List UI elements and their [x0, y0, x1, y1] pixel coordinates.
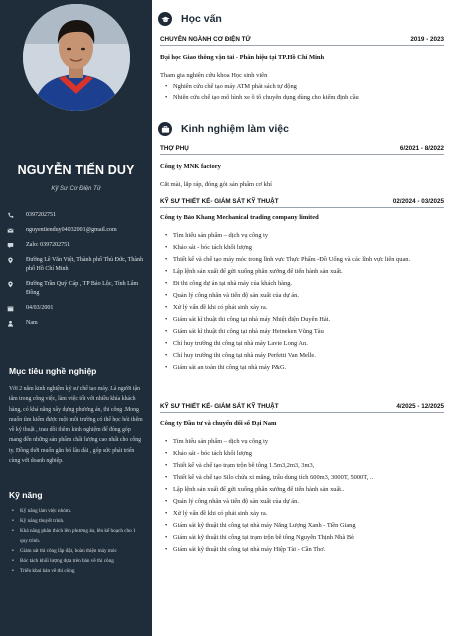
duty-item: • Thiết kế và chế tạo máy móc trong lĩnh vực Thực Phẩm -Đồ Uống và các lĩnh vực liên quan. [165, 255, 445, 264]
contact-phone: 0397202751 [6, 211, 150, 220]
duty-item: • Chỉ huy trưởng thi công tại nhà máy Perfetti Van Melle. [165, 351, 445, 360]
duty-item: • Khảo sát - bóc tách khối lượng [165, 449, 445, 458]
job-duties-list [165, 231, 445, 375]
job-period: 4/2025 - 12/2025 [396, 403, 444, 410]
job-description: Cắt mài, lắp ráp, đóng gói sản phẩm cơ khí [160, 181, 272, 188]
duty-item: • Quản lý công nhân và tiến độ sản xuất của dự án. [165, 497, 445, 506]
avatar [23, 4, 130, 111]
job-period: 6/2021 - 8/2022 [399, 145, 444, 152]
profile-photo [23, 4, 130, 111]
contact-address-1: Đường Lê Văn Việt, Thành phố Thủ Đức, Thành phố Hồ Chí Minh [6, 256, 150, 274]
skill-item: • Giám sát thi công lắp đặt, hoàn thiện máy móc [12, 547, 142, 556]
duty-item: • Xử lý vấn đề khi có phát sinh xảy ra. [165, 303, 445, 312]
job-period: 02/2024 - 03/2025 [392, 198, 444, 205]
phone-icon [6, 211, 14, 219]
calendar-icon [6, 304, 14, 312]
job-position: KỸ SƯ THIẾT KẾ- GIÁM SÁT KỸ THUẬT [160, 198, 279, 205]
job-position: THỢ PHỤ [160, 145, 189, 152]
location-icon [6, 256, 14, 264]
skills-heading: Kỹ năng [9, 490, 43, 500]
job-company: Công ty MNK factory [160, 163, 221, 170]
contact-address-2: Đường Trần Quý Cáp , TP Bảo Lộc, Tỉnh Lâm Đồng [6, 280, 150, 298]
education-major: CHUYÊN NGÀNH CƠ ĐIỆN TỬ [160, 36, 251, 43]
duty-item: • Đi thi công dự án tại nhà máy của khách hàng. [165, 279, 445, 288]
experience-heading: Kinh nghiệm làm việc [158, 122, 289, 136]
education-period: 2019 - 2023 [410, 36, 444, 43]
job-row [160, 403, 444, 413]
duty-item: • Giám sát kĩ thuật thi công tại nhà máy Nhiệt điện Duyên Hải. [165, 315, 445, 324]
location-icon [6, 280, 14, 288]
education-school: Đại học Giao thông vận tải - Phân hiệu tại TP.Hồ Chí Minh [160, 54, 325, 61]
chat-icon [6, 241, 14, 249]
job-position: KỸ SƯ THIẾT KẾ- GIÁM SÁT KỸ THUẬT [160, 403, 279, 410]
skill-item: • Bóc tách khối lượng dựa trên bản vẽ thi công [12, 557, 142, 566]
candidate-role: Kỹ Sư Cơ Điện Tử [51, 186, 101, 192]
research-item: • Nhiên cứu chế tạo mô hình xe ô tô chuyên dụng dùng cho kiểm định cầu [165, 93, 445, 102]
job-company: Công ty Đầu tư và chuyển đổi số Đại Nam [160, 420, 277, 427]
main-content [152, 0, 452, 636]
objective-heading: Mục tiêu nghề nghiệp [9, 366, 97, 376]
contact-list [6, 211, 150, 334]
contact-birthday: 04/03/2001 [6, 304, 150, 313]
duty-item: • Giám sát an toàn thi công tại nhà máy P&G. [165, 363, 445, 372]
duty-item: • Khảo sát - bóc tách khối lượng [165, 243, 445, 252]
skill-item: • Khả năng phân thích lên phương án, lên kế hoạch cho 1 quy trình. [12, 527, 142, 545]
objective-text: Với 2 năm kinh nghiệm kỹ sư chế tạo máy. Là người tận tâm trong công việc, làm việc tốt với nhiều khía khách hàng, có khả năng xây dựng phương án, thi công .Mong muốn tìm kiếm được một môi trường có thể học hỏi thêm về kỹ thuật , trau dồi thêm kinh nghiệm để đóng góp mang đến những sản phẩm chất lượng cao nhất cho công ty. Đồng thời muốn gắn bó lâu dài , góp sức phát triển cùng với doanh nghiệp. [9, 386, 143, 465]
duty-item: • Tìm hiểu sản phẩm – dịch vụ công ty [165, 437, 445, 446]
duty-item: • Lập lệnh sản xuất để gửi xuống phân xưởng để tiến hành sản xuất.. [165, 485, 445, 494]
duty-item: • Tìm hiểu sản phẩm – dịch vụ công ty [165, 231, 445, 240]
duty-item: • Giám sát kĩ thuật thi công tại nhà máy Heineken Vũng Tàu [165, 327, 445, 336]
duty-item: • Lập lệnh sản xuất để gửi xuống phân xưởng để tiến hành sản xuất. [165, 267, 445, 276]
duty-item: • Giám sát kỹ thuật thi công tại trạm trộn bê tông Nguyễn Thịnh Nhà Bè [165, 533, 445, 542]
candidate-name: NGUYỄN TIẾN DUY [17, 163, 135, 177]
job-company: Công ty Bảo Khang Mechanical trading company limited [160, 214, 319, 221]
sidebar [0, 0, 152, 636]
graduation-cap-icon [158, 12, 172, 26]
skills-list [12, 507, 142, 577]
duty-item: • Quản lý công nhân và tiến độ sản xuất của dự án. [165, 291, 445, 300]
education-research-list [165, 82, 445, 104]
duty-item: • Thiết kế và chế tạo Silo chứa xi măng, trấu dung tích 600m3, 3000T, 5000T, .. [165, 473, 445, 482]
contact-gender: Nam [6, 319, 150, 328]
job-row [160, 198, 444, 208]
duty-item: • Xử lý vấn đề khi có phát sinh xảy ra. [165, 509, 445, 518]
skill-item: • Triển khai bản vẽ thi công [12, 567, 142, 576]
skill-item: • Kỹ năng làm việc nhóm. [12, 507, 142, 516]
duty-item: • Thiết kế và chế tạo trạm trộn bê tông 1.5m3,2m3, 3m3, [165, 461, 445, 470]
duty-item: • Chỉ huy trưởng thi công tại nhà máy Lavie Long An. [165, 339, 445, 348]
research-item: • Nghiên cứu chế tạo máy ATM phát sách tự động [165, 82, 445, 91]
education-row [160, 36, 444, 46]
duty-item: • Giám sát kỹ thuật thi công tại nhà máy Hiệp Tài - Cần Thơ. [165, 545, 445, 554]
briefcase-icon [158, 122, 172, 136]
skill-item: • Kỹ năng thuyết trình. [12, 517, 142, 526]
email-icon [6, 226, 14, 234]
education-heading: Học vấn [158, 12, 222, 26]
contact-email: nguyentienduy04032001@gmail.com [6, 226, 150, 235]
duty-item: • Giám sát kỹ thuật thi công tại nhà máy Năng Lượng Xanh - Tiền Giang [165, 521, 445, 530]
job-row [160, 145, 444, 155]
job-duties-list [165, 437, 445, 557]
user-icon [6, 319, 14, 327]
contact-zalo: Zalo: 0397202751 [6, 241, 150, 250]
education-intro: Tham gia nghiên cứu khoa Học sinh viên [160, 72, 268, 79]
